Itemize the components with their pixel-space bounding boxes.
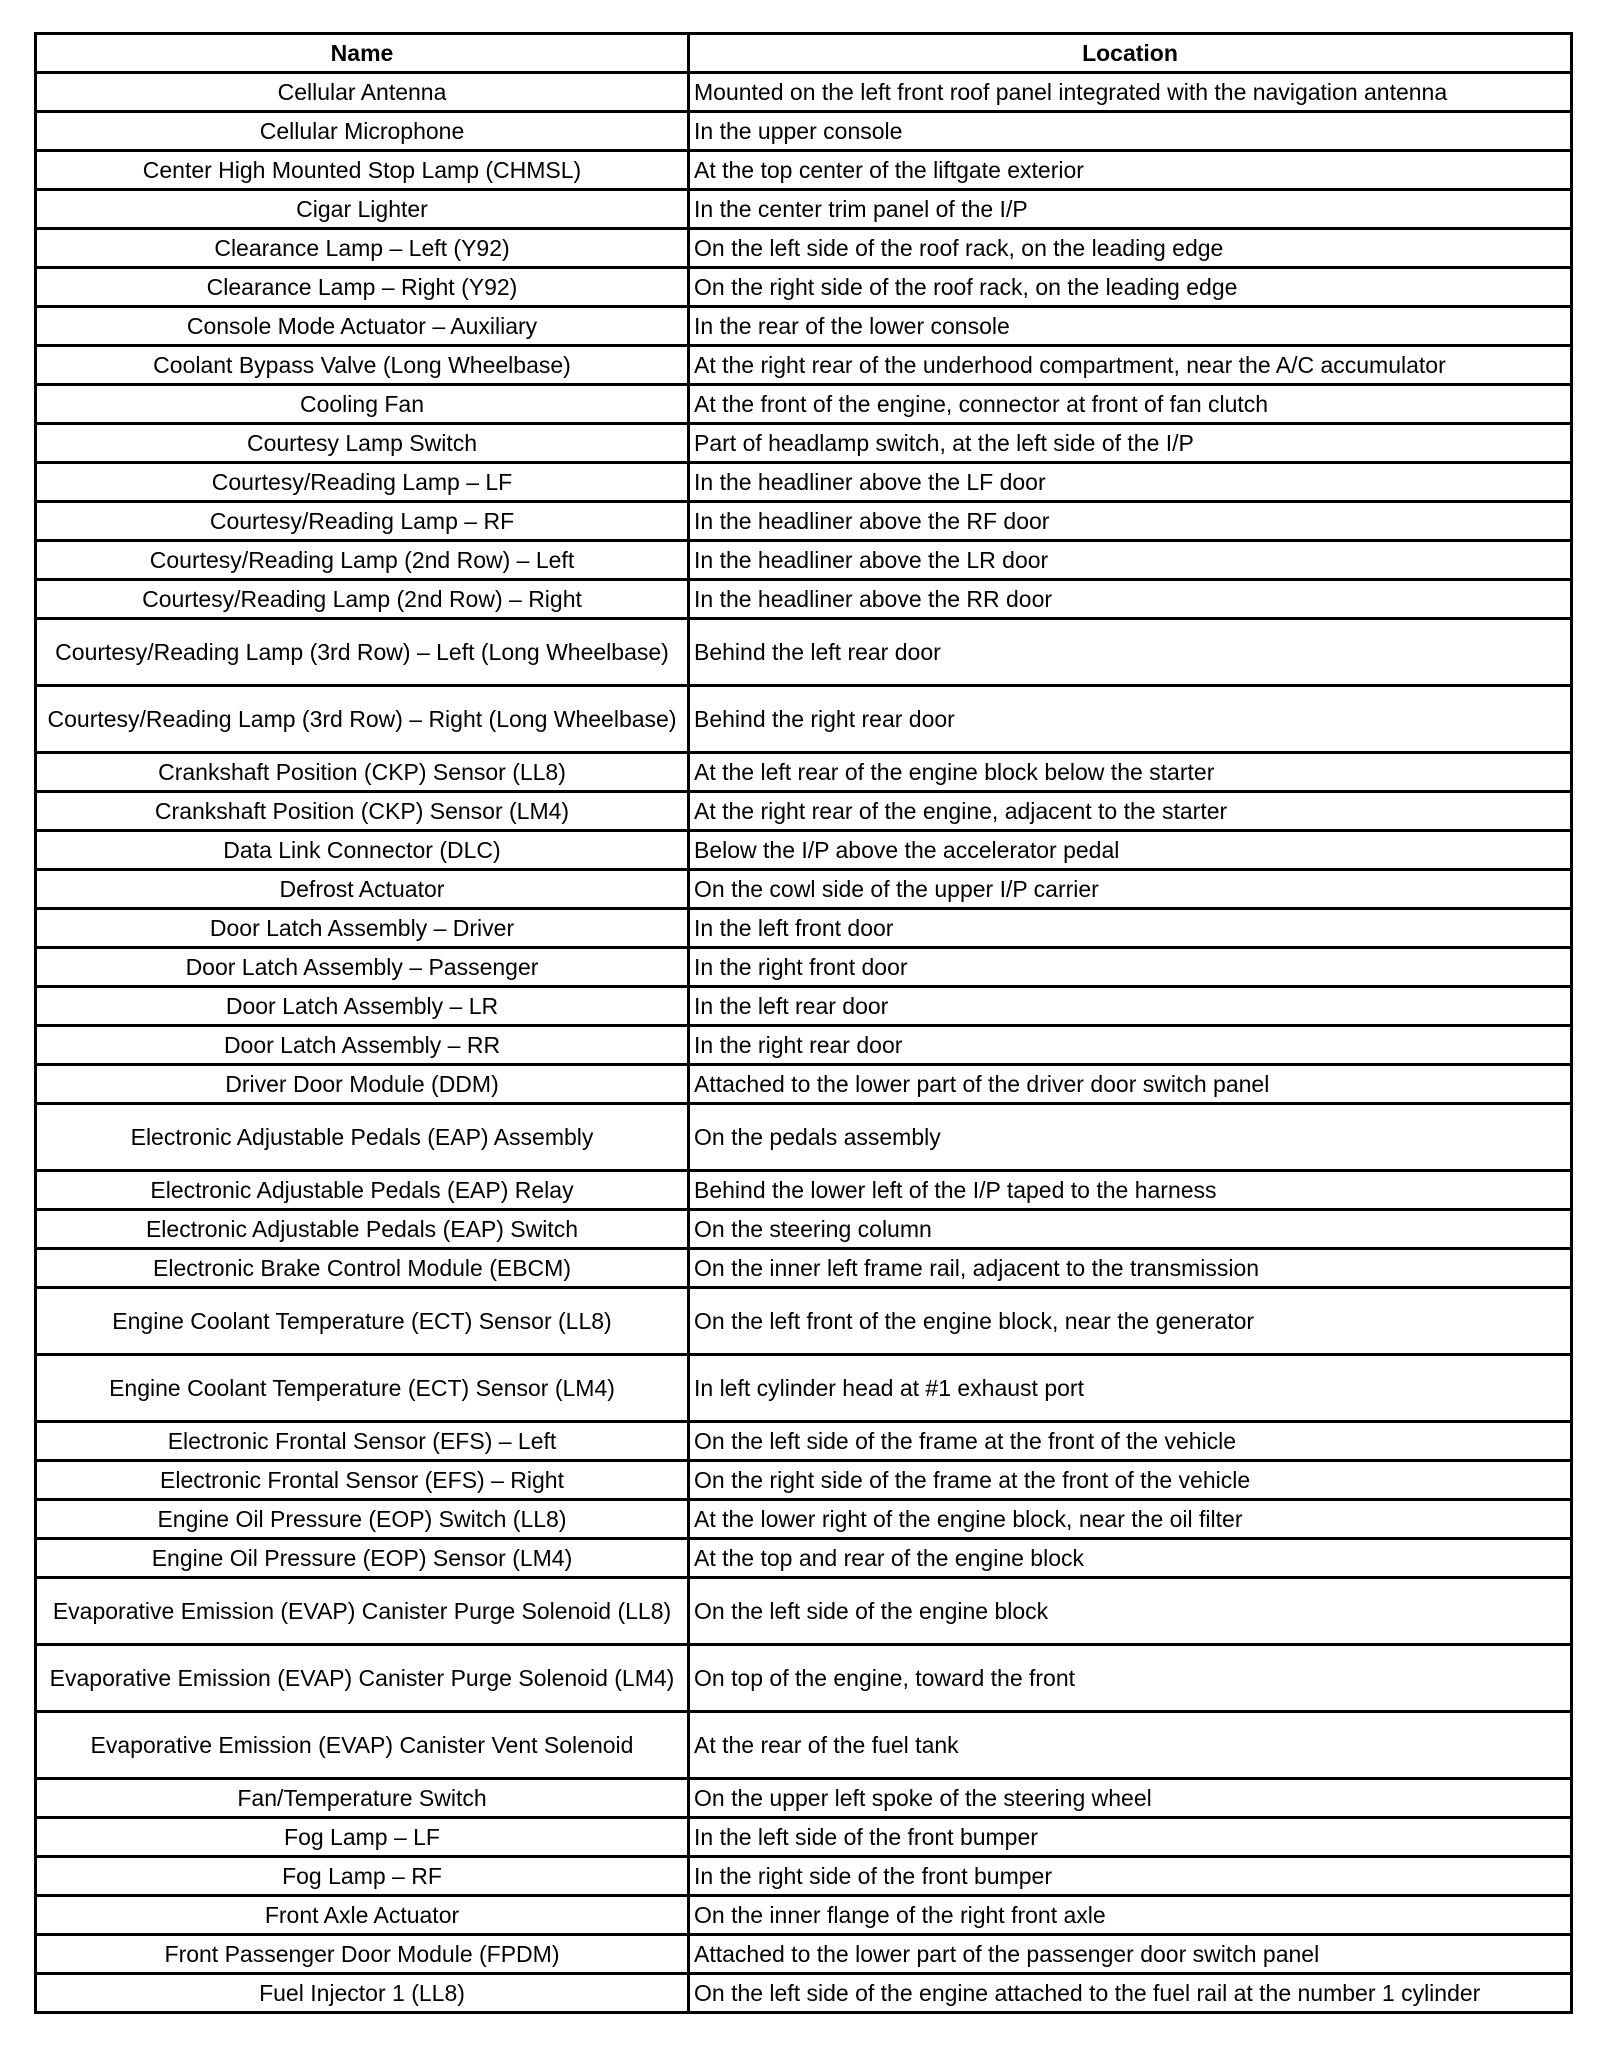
component-name-cell: Evaporative Emission (EVAP) Canister Purge Solenoid (LL8) [36,1578,689,1645]
table-row [36,229,1572,268]
table-row [36,1935,1572,1974]
table-row [36,1818,1572,1857]
component-location-cell: On the inner flange of the right front axle [689,1896,1572,1935]
table-row [36,463,1572,502]
component-location-cell: Below the I/P above the accelerator pedal [689,831,1572,870]
component-location-cell: On the left side of the frame at the front of the vehicle [689,1422,1572,1461]
component-location-cell: At the rear of the fuel tank [689,1712,1572,1779]
table-row [36,753,1572,792]
table-row [36,1645,1572,1712]
table-row [36,1712,1572,1779]
component-location-cell: At the left rear of the engine block below the starter [689,753,1572,792]
component-location-cell: At the right rear of the engine, adjacent to the starter [689,792,1572,831]
component-name-cell: Courtesy/Reading Lamp (3rd Row) – Left (Long Wheelbase) [36,619,689,686]
component-name-cell: Defrost Actuator [36,870,689,909]
component-name-cell: Cellular Antenna [36,73,689,112]
component-location-cell: On the right side of the roof rack, on the leading edge [689,268,1572,307]
component-name-cell: Door Latch Assembly – LR [36,987,689,1026]
component-location-cell: In the headliner above the LF door [689,463,1572,502]
table-row [36,1539,1572,1578]
component-location-cell: Behind the left rear door [689,619,1572,686]
component-name-cell: Courtesy/Reading Lamp – RF [36,502,689,541]
table-row [36,792,1572,831]
table-row [36,1422,1572,1461]
component-name-cell: Engine Oil Pressure (EOP) Switch (LL8) [36,1500,689,1539]
table-body [36,73,1572,2013]
component-location-cell: On the left front of the engine block, near the generator [689,1288,1572,1355]
component-name-cell: Fog Lamp – RF [36,1857,689,1896]
table-row [36,541,1572,580]
table-row [36,1896,1572,1935]
component-location-cell: Attached to the lower part of the passenger door switch panel [689,1935,1572,1974]
table-row [36,424,1572,463]
component-name-cell: Electronic Adjustable Pedals (EAP) Relay [36,1171,689,1210]
component-name-cell: Electronic Frontal Sensor (EFS) – Left [36,1422,689,1461]
table-row [36,619,1572,686]
component-name-cell: Door Latch Assembly – Passenger [36,948,689,987]
component-location-cell: At the right rear of the underhood compartment, near the A/C accumulator [689,346,1572,385]
component-location-cell: In the center trim panel of the I/P [689,190,1572,229]
component-location-cell: Behind the right rear door [689,686,1572,753]
table-row [36,1249,1572,1288]
component-location-cell: In the rear of the lower console [689,307,1572,346]
name-column-header: Name [36,34,689,73]
table-row [36,307,1572,346]
component-name-cell: Clearance Lamp – Left (Y92) [36,229,689,268]
component-name-cell: Door Latch Assembly – Driver [36,909,689,948]
table-row [36,686,1572,753]
component-name-cell: Electronic Frontal Sensor (EFS) – Right [36,1461,689,1500]
component-name-cell: Coolant Bypass Valve (Long Wheelbase) [36,346,689,385]
component-name-cell: Courtesy/Reading Lamp (2nd Row) – Left [36,541,689,580]
component-location-cell: In the left front door [689,909,1572,948]
component-location-cell: At the lower right of the engine block, near the oil filter [689,1500,1572,1539]
table-row [36,831,1572,870]
table-row [36,1500,1572,1539]
component-location-cell: Attached to the lower part of the driver door switch panel [689,1065,1572,1104]
table-row [36,190,1572,229]
table-row [36,1288,1572,1355]
component-location-cell: Part of headlamp switch, at the left side of the I/P [689,424,1572,463]
component-name-cell: Fuel Injector 1 (LL8) [36,1974,689,2013]
table-row [36,987,1572,1026]
component-name-cell: Evaporative Emission (EVAP) Canister Vent Solenoid [36,1712,689,1779]
component-location-cell: At the top and rear of the engine block [689,1539,1572,1578]
component-name-cell: Front Axle Actuator [36,1896,689,1935]
table-row [36,1065,1572,1104]
component-name-cell: Driver Door Module (DDM) [36,1065,689,1104]
component-name-cell: Center High Mounted Stop Lamp (CHMSL) [36,151,689,190]
table-row [36,385,1572,424]
component-locator-table [34,32,1573,2014]
table-row [36,1026,1572,1065]
table-row [36,1857,1572,1896]
component-location-cell: In the headliner above the RF door [689,502,1572,541]
component-location-cell: Mounted on the left front roof panel integrated with the navigation antenna [689,73,1572,112]
header-row [36,34,1572,73]
component-location-cell: In the upper console [689,112,1572,151]
component-name-cell: Cigar Lighter [36,190,689,229]
table-row [36,1355,1572,1422]
component-location-cell: In the headliner above the RR door [689,580,1572,619]
component-location-cell: In the right rear door [689,1026,1572,1065]
component-location-cell: In the right side of the front bumper [689,1857,1572,1896]
table-row [36,870,1572,909]
table-row [36,1171,1572,1210]
table-row [36,580,1572,619]
component-name-cell: Crankshaft Position (CKP) Sensor (LL8) [36,753,689,792]
component-location-cell: On the pedals assembly [689,1104,1572,1171]
table-row [36,1578,1572,1645]
table-row [36,1210,1572,1249]
component-location-cell: At the top center of the liftgate exterior [689,151,1572,190]
table-row [36,1461,1572,1500]
component-location-cell: In the left side of the front bumper [689,1818,1572,1857]
component-location-cell: In the headliner above the LR door [689,541,1572,580]
location-column-header: Location [689,34,1572,73]
component-location-cell: On the left side of the engine block [689,1578,1572,1645]
component-location-cell: At the front of the engine, connector at front of fan clutch [689,385,1572,424]
table-row [36,268,1572,307]
component-name-cell: Clearance Lamp – Right (Y92) [36,268,689,307]
component-location-cell: On the left side of the engine attached to the fuel rail at the number 1 cylinder [689,1974,1572,2013]
table-row [36,1779,1572,1818]
component-name-cell: Engine Oil Pressure (EOP) Sensor (LM4) [36,1539,689,1578]
component-name-cell: Front Passenger Door Module (FPDM) [36,1935,689,1974]
table-row [36,502,1572,541]
component-name-cell: Data Link Connector (DLC) [36,831,689,870]
component-name-cell: Electronic Adjustable Pedals (EAP) Assembly [36,1104,689,1171]
component-name-cell: Cooling Fan [36,385,689,424]
table-row [36,73,1572,112]
component-location-cell: In the left rear door [689,987,1572,1026]
table-row [36,909,1572,948]
component-name-cell: Door Latch Assembly – RR [36,1026,689,1065]
component-location-cell: On the right side of the frame at the front of the vehicle [689,1461,1572,1500]
component-name-cell: Cellular Microphone [36,112,689,151]
table-row [36,112,1572,151]
component-name-cell: Courtesy/Reading Lamp (2nd Row) – Right [36,580,689,619]
component-name-cell: Evaporative Emission (EVAP) Canister Purge Solenoid (LM4) [36,1645,689,1712]
table-row [36,346,1572,385]
component-name-cell: Courtesy Lamp Switch [36,424,689,463]
component-name-cell: Console Mode Actuator – Auxiliary [36,307,689,346]
component-location-cell: Behind the lower left of the I/P taped to the harness [689,1171,1572,1210]
component-location-cell: On the cowl side of the upper I/P carrier [689,870,1572,909]
component-location-cell: In the right front door [689,948,1572,987]
component-name-cell: Electronic Brake Control Module (EBCM) [36,1249,689,1288]
table-row [36,1974,1572,2013]
table-row [36,1104,1572,1171]
component-name-cell: Engine Coolant Temperature (ECT) Sensor (LL8) [36,1288,689,1355]
component-location-cell: On the left side of the roof rack, on the leading edge [689,229,1572,268]
component-name-cell: Crankshaft Position (CKP) Sensor (LM4) [36,792,689,831]
component-name-cell: Fan/Temperature Switch [36,1779,689,1818]
component-location-cell: On top of the engine, toward the front [689,1645,1572,1712]
component-location-cell: On the upper left spoke of the steering wheel [689,1779,1572,1818]
component-location-cell: On the inner left frame rail, adjacent to the transmission [689,1249,1572,1288]
component-location-cell: In left cylinder head at #1 exhaust port [689,1355,1572,1422]
component-name-cell: Engine Coolant Temperature (ECT) Sensor (LM4) [36,1355,689,1422]
component-name-cell: Courtesy/Reading Lamp – LF [36,463,689,502]
component-location-cell: On the steering column [689,1210,1572,1249]
component-name-cell: Fog Lamp – LF [36,1818,689,1857]
component-name-cell: Electronic Adjustable Pedals (EAP) Switch [36,1210,689,1249]
table-row [36,948,1572,987]
table-row [36,151,1572,190]
component-name-cell: Courtesy/Reading Lamp (3rd Row) – Right (Long Wheelbase) [36,686,689,753]
